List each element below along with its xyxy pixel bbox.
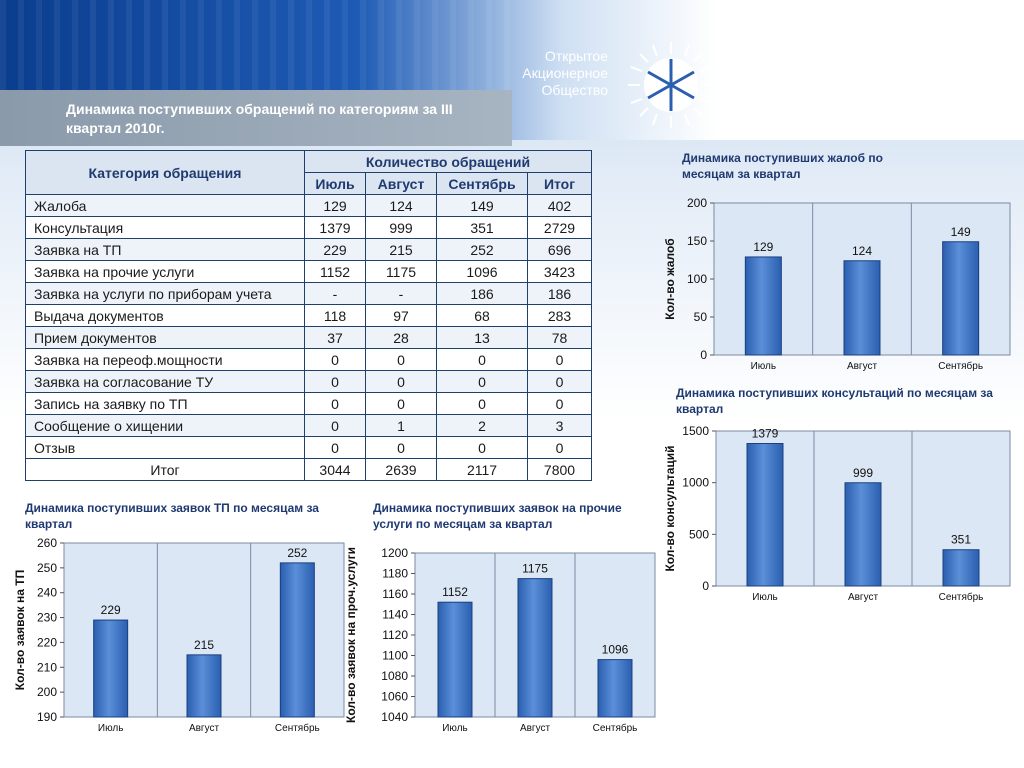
y-tick-label: 0 (700, 348, 707, 362)
row-value: 0 (366, 437, 437, 459)
y-tick-label: 250 (36, 560, 57, 575)
row-value: 0 (437, 437, 528, 459)
table-total-row (26, 459, 592, 481)
row-value: 696 (528, 239, 592, 261)
total-label: Итог (26, 459, 305, 481)
bar (745, 257, 781, 355)
chart-complaints-title: Динамика поступивших жалоб по месяцам за квартал (682, 151, 883, 181)
y-tick-label: 1100 (382, 648, 408, 663)
chart-other-services (345, 545, 660, 745)
row-category: Сообщение о хищении (26, 415, 305, 437)
header-september: Сентябрь (437, 173, 528, 195)
total-july: 3044 (305, 459, 366, 481)
data-label: 215 (193, 637, 215, 652)
row-value: 129 (305, 195, 366, 217)
row-value: 37 (305, 327, 366, 349)
data-label: 1152 (442, 585, 468, 600)
header-total: Итог (528, 173, 592, 195)
row-value: 1096 (437, 261, 528, 283)
row-value: 1379 (305, 217, 366, 239)
y-tick-label: 0 (702, 579, 709, 593)
y-tick-label: 1160 (382, 587, 408, 601)
y-tick-label: 1500 (682, 424, 709, 438)
row-category: Запись на заявку по ТП (26, 393, 305, 415)
x-tick-label: Сентябрь (938, 592, 984, 603)
y-tick-label: 240 (36, 585, 57, 600)
row-value: 68 (437, 305, 528, 327)
row-value: 0 (437, 393, 528, 415)
row-value: 0 (305, 349, 366, 371)
x-tick-label: Июль (97, 723, 124, 734)
row-category: Отзыв (26, 437, 305, 459)
row-category: Заявка на согласование ТУ (26, 371, 305, 393)
row-value: 0 (305, 437, 366, 459)
y-tick-label: 1000 (682, 475, 709, 490)
table-row (26, 349, 592, 371)
row-value: 0 (528, 371, 592, 393)
row-value: 351 (437, 217, 528, 239)
chart-other-services-title: Динамика поступивших заявок на прочие услуги по месяцам за квартал (373, 501, 622, 531)
row-value: 0 (305, 415, 366, 437)
row-value: 0 (528, 437, 592, 459)
x-tick-label: Август (846, 361, 878, 372)
row-value: 3423 (528, 261, 592, 283)
table-row (26, 327, 592, 349)
data-label: 1175 (522, 561, 548, 576)
data-label: 1379 (751, 426, 779, 441)
x-tick-label: Август (519, 723, 551, 734)
row-value: 1 (366, 415, 437, 437)
data-label: 1096 (601, 642, 629, 657)
page-title-box (0, 90, 512, 146)
y-axis-label: Кол-во консультаций (663, 445, 677, 572)
chart-complaints (660, 195, 1010, 380)
row-value: 229 (305, 239, 366, 261)
row-value: 2729 (528, 217, 592, 239)
data-label: 124 (851, 243, 873, 258)
row-value: 0 (366, 349, 437, 371)
data-label: 252 (287, 545, 308, 560)
data-label: 351 (950, 532, 972, 547)
bar (844, 261, 880, 355)
row-category: Консультация (26, 217, 305, 239)
row-value: 0 (305, 393, 366, 415)
y-tick-label: 1200 (381, 546, 408, 560)
requests-table (25, 150, 592, 481)
y-tick-label: 220 (36, 635, 57, 650)
chart-tp (14, 537, 344, 742)
y-tick-label: 190 (36, 710, 57, 724)
row-category: Заявка на переоф.мощности (26, 349, 305, 371)
data-label: 229 (100, 603, 121, 618)
y-tick-label: 1080 (381, 669, 408, 683)
table-row (26, 261, 592, 283)
row-value: - (305, 283, 366, 305)
row-value: 252 (437, 239, 528, 261)
row-value: 3 (528, 415, 592, 437)
bar (94, 620, 128, 717)
row-value: 0 (437, 349, 528, 371)
bar (845, 483, 881, 586)
row-value: 118 (305, 305, 366, 327)
company-logo-icon (618, 32, 724, 138)
x-tick-label: Сентябрь (938, 361, 984, 372)
row-value: 402 (528, 195, 592, 217)
bar (438, 602, 472, 717)
header-count: Количество обращений (305, 151, 592, 173)
y-tick-label: 200 (686, 196, 707, 210)
bar (518, 579, 552, 717)
x-tick-label: Сентябрь (592, 723, 638, 734)
row-category: Выдача документов (26, 305, 305, 327)
row-value: 124 (366, 195, 437, 217)
row-value: 13 (437, 327, 528, 349)
x-tick-label: Июль (442, 723, 468, 734)
row-value: 999 (366, 217, 437, 239)
row-value: 0 (437, 371, 528, 393)
company-form-line-1: Открытое (544, 48, 608, 64)
row-category: Заявка на услуги по приборам учета (26, 283, 305, 305)
y-tick-label: 210 (36, 660, 57, 675)
y-tick-label: 1060 (381, 689, 408, 704)
row-value: 0 (528, 349, 592, 371)
bar (280, 563, 314, 717)
row-category: Заявка на прочие услуги (26, 261, 305, 283)
table-row (26, 195, 592, 217)
x-tick-label: Август (188, 723, 220, 734)
row-value: 1152 (305, 261, 366, 283)
x-tick-label: Июль (752, 592, 778, 603)
bar (187, 655, 221, 717)
company-form-label (508, 48, 608, 99)
bar (598, 660, 632, 717)
row-value: 0 (366, 393, 437, 415)
bar (943, 550, 979, 586)
row-value: 186 (528, 283, 592, 305)
row-value: 97 (366, 305, 437, 327)
y-tick-label: 200 (36, 685, 57, 700)
table-row (26, 283, 592, 305)
table-row (26, 437, 592, 459)
page-title: Динамика поступивших обращений по категориям за III квартал 2010г. (66, 101, 453, 136)
bar (747, 444, 783, 586)
data-label: 999 (852, 465, 874, 480)
y-axis-label: Кол-во заявок на ТП (13, 569, 27, 691)
row-value: 0 (366, 371, 437, 393)
header-august: Август (366, 173, 437, 195)
row-value: 0 (305, 371, 366, 393)
chart-consultations-title: Динамика поступивших консультаций по месяцам за квартал (676, 386, 993, 416)
x-tick-label: Сентябрь (274, 723, 320, 734)
total-september: 2117 (437, 459, 528, 481)
row-value: 78 (528, 327, 592, 349)
chart-consultations (660, 423, 1010, 613)
header-category: Категория обращения (26, 151, 305, 195)
y-tick-label: 1040 (381, 710, 408, 724)
table-row (26, 217, 592, 239)
total-august: 2639 (366, 459, 437, 481)
row-value: 283 (528, 305, 592, 327)
total-sum: 7800 (528, 459, 592, 481)
table-body (26, 195, 592, 459)
y-tick-label: 500 (688, 527, 709, 542)
table-row (26, 239, 592, 261)
table-row (26, 415, 592, 437)
header-july: Июль (305, 173, 366, 195)
row-value: 2 (437, 415, 528, 437)
row-category: Жалоба (26, 195, 305, 217)
company-form-line-2: Акционерное (522, 65, 608, 81)
company-name-line-3: компания Сибири (742, 82, 867, 98)
x-tick-label: Июль (750, 361, 777, 372)
company-name-line-2: распределительная сетевая (742, 65, 940, 81)
row-value: 1175 (366, 261, 437, 283)
row-category: Прием документов (26, 327, 305, 349)
y-tick-label: 1180 (382, 566, 408, 581)
row-value: 186 (437, 283, 528, 305)
y-axis-label: Кол-во заявок на проч.услуги (344, 547, 358, 723)
x-tick-label: Август (847, 592, 879, 603)
row-value: 28 (366, 327, 437, 349)
chart-tp-title: Динамика поступивших заявок ТП по месяцам за квартал (25, 501, 319, 531)
y-tick-label: 150 (686, 234, 707, 248)
table-row (26, 305, 592, 327)
row-value: 0 (528, 393, 592, 415)
y-tick-label: 100 (686, 272, 707, 286)
company-name-line-1: Межрегиональная (742, 48, 869, 64)
row-category: Заявка на ТП (26, 239, 305, 261)
table-row (26, 393, 592, 415)
row-value: - (366, 283, 437, 305)
y-tick-label: 1120 (382, 628, 408, 642)
y-axis-label: Кол-во жалоб (663, 238, 677, 320)
y-tick-label: 230 (36, 610, 57, 625)
y-tick-label: 1140 (382, 607, 408, 622)
table-row (26, 371, 592, 393)
company-name (742, 48, 992, 99)
y-tick-label: 50 (693, 310, 707, 324)
bar (943, 242, 979, 355)
data-label: 129 (753, 239, 774, 254)
company-form-line-3: Общество (541, 82, 608, 98)
row-value: 149 (437, 195, 528, 217)
y-tick-label: 260 (36, 536, 57, 550)
data-label: 149 (950, 224, 971, 239)
row-value: 215 (366, 239, 437, 261)
